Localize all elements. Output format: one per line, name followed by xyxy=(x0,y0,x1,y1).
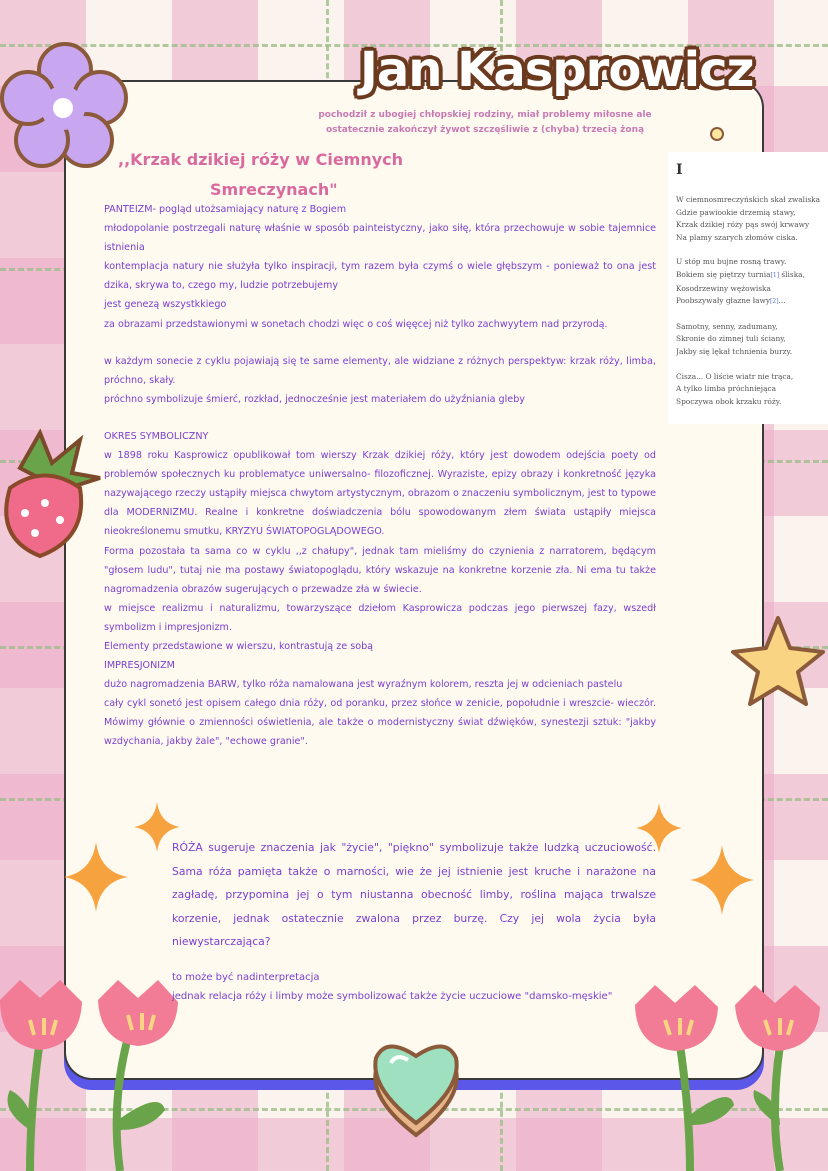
poem-line: Skronie do zimnej tuli ściany, xyxy=(676,334,786,344)
interpretation-note: to może być nadinterpretacja xyxy=(172,971,320,983)
poem-line xyxy=(676,269,822,283)
poem-title-line-1: ,,Krzak dzikiej róży w Ciemnych xyxy=(118,150,404,169)
page-title: Jan Kasprowicz xyxy=(360,42,754,98)
tulip-icon xyxy=(0,980,190,1171)
stanza xyxy=(676,371,822,409)
note-paragraph: dużo nagromadzenia BARW, tylko róża namalowana jest wyraźnym kolorem, reszta jej w odcieniach pastelu xyxy=(104,679,623,691)
stanza xyxy=(676,256,822,308)
section-heading: OKRES SYMBOLICZNY xyxy=(104,430,209,442)
note-paragraph: PANTEIZM- pogląd utożsamiający naturę z Bogiem xyxy=(104,204,347,215)
footnote-link[interactable]: [2] xyxy=(770,298,779,306)
spacer xyxy=(104,409,656,427)
spacer xyxy=(172,954,656,968)
poem-line-text: ... xyxy=(778,296,786,306)
sonnet-number: I xyxy=(676,162,683,178)
poem-line xyxy=(676,295,822,309)
rose-paragraph: RÓŻA sugeruje znaczenia jak "życie", "piękno" symbolizuje także ludzką uczuciowość. Sama róża pamięta także o marności, wie że jej istnienie jest kruche i narażone na zagładę, przypomina jej o tym niustanna obecność limby, roślina mająca trwalsze korzenie, jednak ostatecznie zwalona przez burzę. Czy jej wola życia była niewystarczająca? xyxy=(172,841,656,948)
interpretation-note: jednak relacja róży i limby może symbolizować także życie uczuciowe "damsko-męskie" xyxy=(172,990,613,1002)
sparkle-icon xyxy=(64,842,128,912)
note-paragraph: jest genezą wszystkkiego xyxy=(104,299,227,311)
poem-title xyxy=(118,145,478,205)
poem-line: W ciemnosmreczyńskich skał zwaliska xyxy=(676,195,821,204)
poem-line: Samotny, senny, zadumany, xyxy=(676,321,778,331)
note-paragraph: w każdym sonecie z cyklu pojawiają się te same elementy, ale widziane z różnych perspektyw: krzak róży, limba, próchno, skały. xyxy=(104,355,656,386)
stanza xyxy=(676,194,822,244)
poem-line: Na plamy szarych złomów ciska. xyxy=(676,232,798,242)
notes-body xyxy=(104,200,656,752)
footnote-link[interactable]: [1] xyxy=(770,271,780,279)
poem-line: Krzak dzikiej róży pąs swój krwawy xyxy=(676,220,810,230)
note-paragraph: w 1898 roku Kasprowicz opublikował tom wierszy Krzak dzikiej róży, który jest dowodem odejścia poety od problemów społecznych ku problematyce uniwersalno- filozoficznej. Wyraziste, epizy obrazy i konkretność języka nazywającego rzeczy ustąpiły miejsca chwytom artystycznym, obrazom o znaczeniu symbolicznym, jest to typowe dla MODERNIZMU. Realne i konkretne doświadczenia bólu spowodowanym złem świata ustąpiły miejsca nieokreślonemu smutku, KRYZYU ŚWIATOPOGLĄDOWEGO. xyxy=(104,450,656,538)
flower-icon xyxy=(0,40,130,170)
note-paragraph: za obrazami przedstawionymi w sonetach chodzi więc o coś więęcej niż tylko zachwyytem nad przyrodą. xyxy=(104,318,608,330)
star-icon xyxy=(728,612,828,712)
poem-line-text: Bokiem się piętrzy turnia xyxy=(676,269,771,279)
strawberry-icon xyxy=(0,428,105,563)
poem-excerpt xyxy=(668,152,828,424)
note-paragraph: kontemplacja natury nie służyła tylko inspiracji, tym razem była czymś o wiele głębszym - ponieważ to ona jest dzika, skrywa to, czego my, ludzie potrzebujemy xyxy=(104,261,656,292)
poem-line: A tylko limba próchniejąca xyxy=(676,384,777,394)
note-paragraph: Forma pozostała ta sama co w cyklu ,,z chałupy", jednak tam mieliśmy do czynienia z narratorem, będącym "głosem ludu", tutaj nie ma postawy światopoglądu, który wskazuje na konkretne korzenie zła. Ni ema tu także nagromadzenia obrazów sugerujących o przewadze zła w świecie. xyxy=(104,545,656,595)
note-paragraph: Elementy przedstawione w wierszu, kontrastują ze sobą xyxy=(104,640,374,652)
note-paragraph: w miejsce realizmu i naturalizmu, towarzyszące dziełom Kasprowicza podczas jego pierwszej fazy, wszedł symbolizm i impresjonizm. xyxy=(104,602,656,633)
poem-line: U stóp mu bujne rosną trawy. xyxy=(676,257,787,267)
tulip-icon xyxy=(630,985,828,1171)
section-heading: IMPRESJONIZM xyxy=(104,660,175,672)
poem-title-line-2: Smreczynach" xyxy=(210,180,338,199)
spacer xyxy=(104,334,656,352)
yellow-dot-icon xyxy=(710,127,724,141)
sparkle-icon xyxy=(690,840,754,920)
poem-line: Gdzie pawiookie drzemią stawy, xyxy=(676,207,796,217)
poem-line: Kosodrzewiny wężowiska xyxy=(676,283,771,293)
poem-line-text: śliska, xyxy=(779,269,805,279)
note-paragraph: cały cykl sonetó jest opisem całego dnia róży, od poranku, przez słońce w zenicie, popołudnie i wreszcie- wieczór. Mówimy głównie o zmienności oświetlenia, ale także o modernistyczny świat dźwięków, synestezji sztuk: "jakby wzdychania, jakby żale", "echowe granie". xyxy=(104,698,656,748)
poem-line: Jakby się lękał tchnienia burzy. xyxy=(676,346,793,356)
note-paragraph: próchno symbolizuje śmierć, rozkład, jednocześnie jest materiałem do użyźniania gleby xyxy=(104,393,525,405)
note-paragraph: młodopolanie postrzegali naturę właśnie w sposób painteistyczny, jako siłę, która przechowuje w sobie tajemnice istnienia xyxy=(104,223,656,254)
stanza xyxy=(676,321,822,359)
poem-line: Spoczywa obok krzaku róży. xyxy=(676,396,782,406)
author-subtitle: pochodził z ubogiej chłopskiej rodziny, miał problemy miłosne ale ostatecznie zakończył żywot szczęśliwie z (chyba) trzecią żoną xyxy=(318,110,652,135)
poem-line: Cisza... O liście wiatr nie trąca, xyxy=(676,371,794,381)
rose-section xyxy=(172,836,656,1006)
heart-macaron-icon xyxy=(366,1028,466,1138)
poem-line-text: Poobszywały głazne ławy xyxy=(676,296,771,306)
